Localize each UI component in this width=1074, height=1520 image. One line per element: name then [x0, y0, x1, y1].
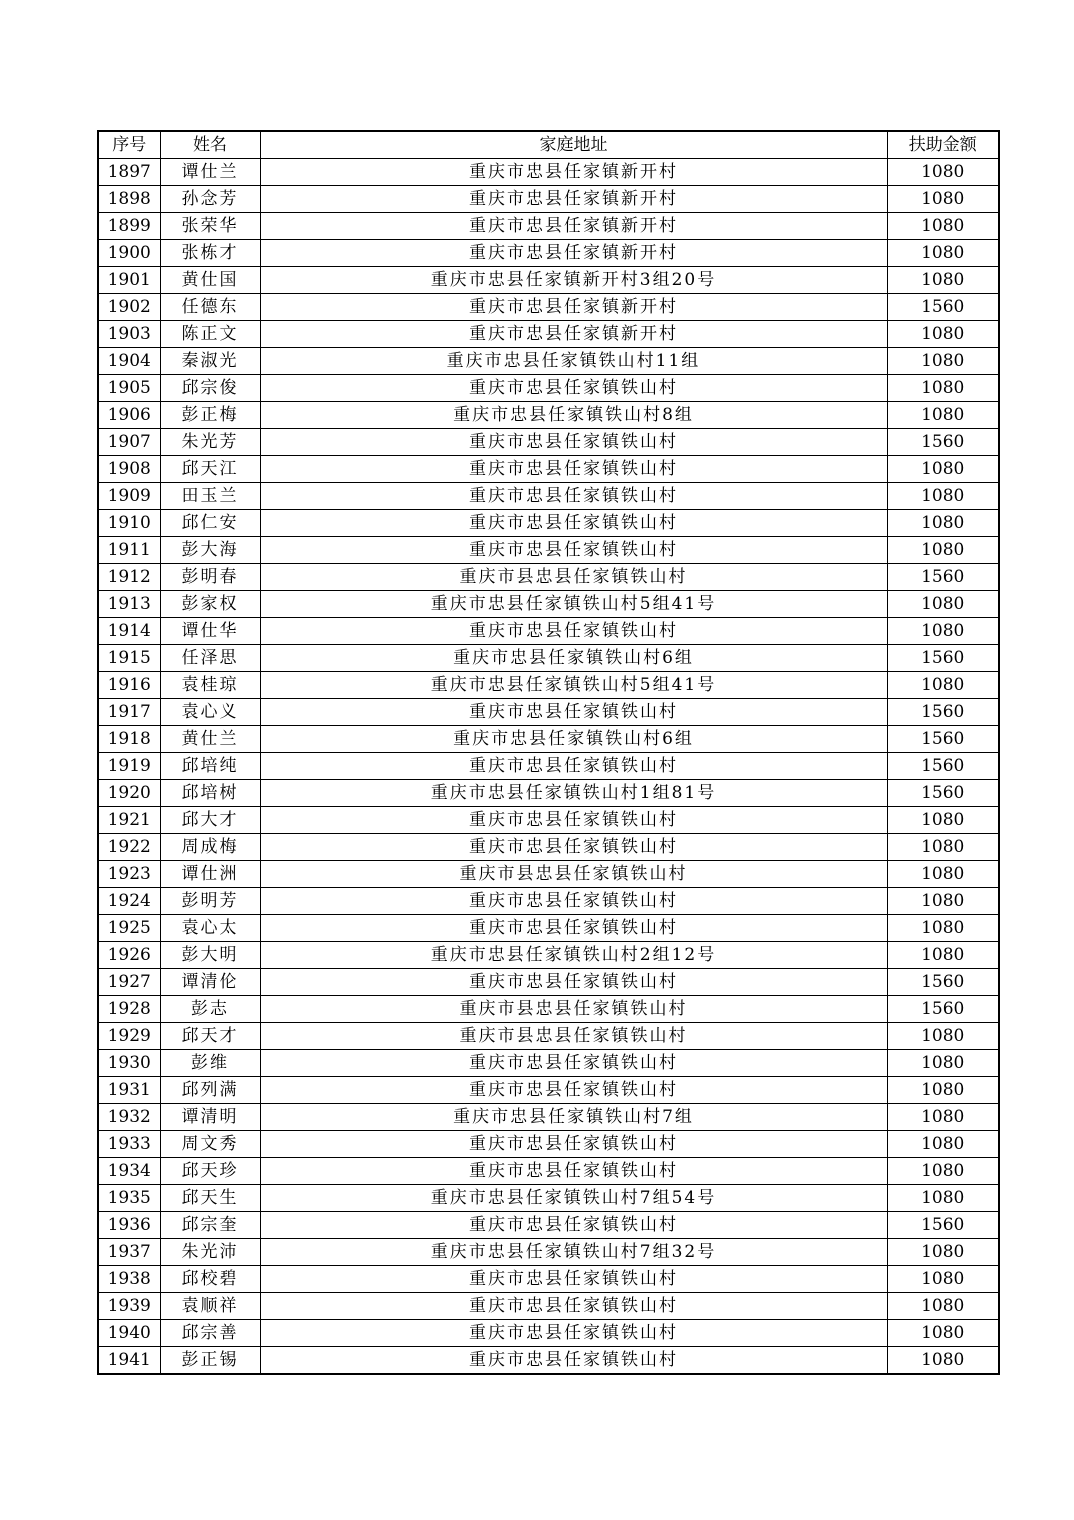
cell-amount: 1080: [887, 186, 999, 213]
cell-seq: 1931: [98, 1077, 160, 1104]
cell-name: 彭明芳: [160, 888, 260, 915]
cell-amount: 1080: [887, 483, 999, 510]
cell-name: 袁桂琼: [160, 672, 260, 699]
cell-seq: 1939: [98, 1293, 160, 1320]
cell-address: 重庆市忠县任家镇铁山村: [260, 1050, 887, 1077]
cell-amount: 1080: [887, 1050, 999, 1077]
cell-address: 重庆市忠县任家镇铁山村: [260, 375, 887, 402]
cell-address: 重庆市忠县任家镇铁山村: [260, 888, 887, 915]
table-row: [98, 348, 999, 375]
cell-address: 重庆市忠县任家镇新开村: [260, 159, 887, 186]
cell-name: 谭仕华: [160, 618, 260, 645]
cell-name: 袁心义: [160, 699, 260, 726]
table-row: [98, 996, 999, 1023]
table-row: [98, 186, 999, 213]
table-row: [98, 726, 999, 753]
table-row: [98, 915, 999, 942]
cell-name: 邱天生: [160, 1185, 260, 1212]
table-row: [98, 1050, 999, 1077]
cell-seq: 1912: [98, 564, 160, 591]
table-row: [98, 402, 999, 429]
table-row: [98, 699, 999, 726]
table-row: [98, 1077, 999, 1104]
cell-address: 重庆市忠县任家镇新开村: [260, 321, 887, 348]
cell-address: 重庆市忠县任家镇铁山村: [260, 1077, 887, 1104]
cell-seq: 1917: [98, 699, 160, 726]
cell-seq: 1928: [98, 996, 160, 1023]
table-row: [98, 564, 999, 591]
cell-seq: 1898: [98, 186, 160, 213]
cell-amount: 1560: [887, 294, 999, 321]
cell-name: 彭大明: [160, 942, 260, 969]
table-row: [98, 1131, 999, 1158]
cell-address: 重庆市忠县任家镇新开村: [260, 213, 887, 240]
cell-name: 谭仕兰: [160, 159, 260, 186]
cell-seq: 1933: [98, 1131, 160, 1158]
table-row: [98, 1104, 999, 1131]
cell-name: 邱天珍: [160, 1158, 260, 1185]
cell-seq: 1936: [98, 1212, 160, 1239]
cell-name: 田玉兰: [160, 483, 260, 510]
cell-address: 重庆市县忠县任家镇铁山村: [260, 564, 887, 591]
table-row: [98, 1185, 999, 1212]
assistance-table-container: [97, 130, 998, 1375]
cell-amount: 1560: [887, 969, 999, 996]
cell-seq: 1916: [98, 672, 160, 699]
table-row: [98, 1212, 999, 1239]
cell-address: 重庆市忠县任家镇铁山村: [260, 1212, 887, 1239]
table-row: [98, 1293, 999, 1320]
cell-seq: 1905: [98, 375, 160, 402]
cell-amount: 1560: [887, 726, 999, 753]
cell-amount: 1560: [887, 645, 999, 672]
cell-amount: 1080: [887, 267, 999, 294]
cell-address: 重庆市忠县任家镇铁山村: [260, 429, 887, 456]
cell-name: 邱校碧: [160, 1266, 260, 1293]
cell-amount: 1080: [887, 888, 999, 915]
cell-amount: 1080: [887, 240, 999, 267]
cell-address: 重庆市忠县任家镇铁山村5组41号: [260, 591, 887, 618]
cell-address: 重庆市忠县任家镇铁山村6组: [260, 726, 887, 753]
cell-name: 彭正梅: [160, 402, 260, 429]
cell-address: 重庆市忠县任家镇铁山村: [260, 483, 887, 510]
cell-amount: 1080: [887, 402, 999, 429]
cell-name: 张栋才: [160, 240, 260, 267]
cell-address: 重庆市忠县任家镇新开村: [260, 186, 887, 213]
table-row: [98, 1347, 999, 1375]
cell-address: 重庆市忠县任家镇铁山村6组: [260, 645, 887, 672]
cell-seq: 1925: [98, 915, 160, 942]
cell-address: 重庆市忠县任家镇铁山村: [260, 699, 887, 726]
cell-address: 重庆市忠县任家镇铁山村2组12号: [260, 942, 887, 969]
cell-name: 邱列满: [160, 1077, 260, 1104]
cell-seq: 1941: [98, 1347, 160, 1375]
table-row: [98, 321, 999, 348]
cell-address: 重庆市忠县任家镇新开村3组20号: [260, 267, 887, 294]
cell-amount: 1560: [887, 780, 999, 807]
cell-name: 孙念芳: [160, 186, 260, 213]
cell-amount: 1080: [887, 510, 999, 537]
table-row: [98, 483, 999, 510]
cell-amount: 1560: [887, 429, 999, 456]
cell-name: 谭清伦: [160, 969, 260, 996]
cell-amount: 1560: [887, 753, 999, 780]
cell-address: 重庆市忠县任家镇铁山村: [260, 1347, 887, 1375]
table-row: [98, 267, 999, 294]
cell-seq: 1910: [98, 510, 160, 537]
cell-seq: 1899: [98, 213, 160, 240]
header-address: 家庭地址: [260, 131, 887, 159]
cell-address: 重庆市忠县任家镇铁山村: [260, 915, 887, 942]
cell-seq: 1940: [98, 1320, 160, 1347]
cell-name: 彭大海: [160, 537, 260, 564]
cell-seq: 1920: [98, 780, 160, 807]
cell-seq: 1904: [98, 348, 160, 375]
cell-name: 邱大才: [160, 807, 260, 834]
cell-name: 邱培纯: [160, 753, 260, 780]
cell-address: 重庆市县忠县任家镇铁山村: [260, 1023, 887, 1050]
cell-seq: 1897: [98, 159, 160, 186]
cell-seq: 1918: [98, 726, 160, 753]
table-row: [98, 969, 999, 996]
cell-name: 秦淑光: [160, 348, 260, 375]
cell-address: 重庆市县忠县任家镇铁山村: [260, 996, 887, 1023]
cell-amount: 1560: [887, 699, 999, 726]
table-row: [98, 1266, 999, 1293]
cell-address: 重庆市忠县任家镇新开村: [260, 240, 887, 267]
cell-name: 任泽思: [160, 645, 260, 672]
cell-seq: 1900: [98, 240, 160, 267]
table-row: [98, 1158, 999, 1185]
table-row: [98, 942, 999, 969]
cell-name: 任德东: [160, 294, 260, 321]
cell-amount: 1080: [887, 348, 999, 375]
cell-seq: 1923: [98, 861, 160, 888]
header-name: 姓名: [160, 131, 260, 159]
cell-amount: 1080: [887, 1104, 999, 1131]
cell-amount: 1560: [887, 996, 999, 1023]
cell-address: 重庆市忠县任家镇铁山村: [260, 834, 887, 861]
cell-name: 邱培树: [160, 780, 260, 807]
cell-amount: 1560: [887, 1212, 999, 1239]
cell-amount: 1080: [887, 1158, 999, 1185]
cell-amount: 1560: [887, 564, 999, 591]
cell-name: 周文秀: [160, 1131, 260, 1158]
cell-amount: 1080: [887, 618, 999, 645]
cell-seq: 1937: [98, 1239, 160, 1266]
cell-amount: 1080: [887, 159, 999, 186]
table-body: [98, 159, 999, 1375]
cell-amount: 1080: [887, 1293, 999, 1320]
header-amount: 扶助金额: [887, 131, 999, 159]
cell-seq: 1902: [98, 294, 160, 321]
table-row: [98, 375, 999, 402]
cell-address: 重庆市忠县任家镇铁山村7组: [260, 1104, 887, 1131]
cell-address: 重庆市忠县任家镇铁山村: [260, 456, 887, 483]
cell-address: 重庆市忠县任家镇铁山村8组: [260, 402, 887, 429]
cell-seq: 1938: [98, 1266, 160, 1293]
cell-amount: 1080: [887, 1131, 999, 1158]
cell-amount: 1080: [887, 1266, 999, 1293]
cell-address: 重庆市忠县任家镇铁山村7组32号: [260, 1239, 887, 1266]
cell-seq: 1921: [98, 807, 160, 834]
cell-address: 重庆市忠县任家镇铁山村: [260, 1293, 887, 1320]
cell-amount: 1080: [887, 834, 999, 861]
cell-address: 重庆市忠县任家镇铁山村: [260, 753, 887, 780]
cell-amount: 1080: [887, 537, 999, 564]
table-row: [98, 672, 999, 699]
table-row: [98, 834, 999, 861]
cell-seq: 1935: [98, 1185, 160, 1212]
cell-address: 重庆市忠县任家镇铁山村: [260, 1131, 887, 1158]
cell-seq: 1909: [98, 483, 160, 510]
cell-address: 重庆市忠县任家镇铁山村11组: [260, 348, 887, 375]
cell-seq: 1906: [98, 402, 160, 429]
cell-amount: 1080: [887, 942, 999, 969]
table-header-row: [98, 131, 999, 159]
cell-seq: 1913: [98, 591, 160, 618]
table-row: [98, 753, 999, 780]
table-row: [98, 429, 999, 456]
table-row: [98, 537, 999, 564]
cell-name: 黄仕国: [160, 267, 260, 294]
cell-amount: 1080: [887, 915, 999, 942]
cell-seq: 1919: [98, 753, 160, 780]
table-row: [98, 294, 999, 321]
cell-name: 邱宗奎: [160, 1212, 260, 1239]
cell-seq: 1914: [98, 618, 160, 645]
table-row: [98, 645, 999, 672]
cell-address: 重庆市忠县任家镇铁山村: [260, 510, 887, 537]
cell-amount: 1080: [887, 1023, 999, 1050]
table-row: [98, 861, 999, 888]
cell-address: 重庆市忠县任家镇铁山村1组81号: [260, 780, 887, 807]
cell-amount: 1080: [887, 672, 999, 699]
cell-name: 朱光沛: [160, 1239, 260, 1266]
cell-name: 彭明春: [160, 564, 260, 591]
cell-amount: 1080: [887, 1185, 999, 1212]
cell-address: 重庆市忠县任家镇铁山村: [260, 807, 887, 834]
cell-name: 袁顺祥: [160, 1293, 260, 1320]
cell-name: 彭维: [160, 1050, 260, 1077]
cell-amount: 1080: [887, 1239, 999, 1266]
table-row: [98, 888, 999, 915]
cell-amount: 1080: [887, 1077, 999, 1104]
cell-name: 谭清明: [160, 1104, 260, 1131]
cell-amount: 1080: [887, 375, 999, 402]
cell-name: 邱宗俊: [160, 375, 260, 402]
cell-name: 彭正锡: [160, 1347, 260, 1375]
cell-name: 黄仕兰: [160, 726, 260, 753]
cell-name: 彭家权: [160, 591, 260, 618]
cell-amount: 1080: [887, 1347, 999, 1375]
cell-amount: 1080: [887, 456, 999, 483]
cell-seq: 1924: [98, 888, 160, 915]
cell-address: 重庆市忠县任家镇铁山村: [260, 1320, 887, 1347]
cell-name: 周成梅: [160, 834, 260, 861]
table-row: [98, 1239, 999, 1266]
table-row: [98, 510, 999, 537]
cell-seq: 1934: [98, 1158, 160, 1185]
cell-amount: 1080: [887, 321, 999, 348]
assistance-table: [97, 130, 1000, 1375]
cell-seq: 1930: [98, 1050, 160, 1077]
cell-seq: 1915: [98, 645, 160, 672]
cell-name: 朱光芳: [160, 429, 260, 456]
table-row: [98, 1023, 999, 1050]
cell-address: 重庆市忠县任家镇铁山村5组41号: [260, 672, 887, 699]
cell-address: 重庆市忠县任家镇新开村: [260, 294, 887, 321]
cell-seq: 1932: [98, 1104, 160, 1131]
cell-name: 邱仁安: [160, 510, 260, 537]
table-row: [98, 456, 999, 483]
cell-amount: 1080: [887, 213, 999, 240]
table-row: [98, 618, 999, 645]
table-row: [98, 240, 999, 267]
table-row: [98, 780, 999, 807]
cell-name: 张荣华: [160, 213, 260, 240]
cell-seq: 1926: [98, 942, 160, 969]
table-row: [98, 591, 999, 618]
cell-address: 重庆市忠县任家镇铁山村: [260, 1266, 887, 1293]
cell-name: 谭仕洲: [160, 861, 260, 888]
cell-address: 重庆市县忠县任家镇铁山村: [260, 861, 887, 888]
cell-address: 重庆市忠县任家镇铁山村: [260, 537, 887, 564]
cell-amount: 1080: [887, 807, 999, 834]
cell-seq: 1929: [98, 1023, 160, 1050]
cell-amount: 1080: [887, 1320, 999, 1347]
cell-address: 重庆市忠县任家镇铁山村: [260, 618, 887, 645]
table-row: [98, 213, 999, 240]
cell-seq: 1908: [98, 456, 160, 483]
cell-seq: 1907: [98, 429, 160, 456]
header-seq: 序号: [98, 131, 160, 159]
cell-amount: 1080: [887, 861, 999, 888]
cell-seq: 1903: [98, 321, 160, 348]
cell-name: 邱天江: [160, 456, 260, 483]
cell-name: 陈正文: [160, 321, 260, 348]
cell-name: 彭志: [160, 996, 260, 1023]
table-row: [98, 1320, 999, 1347]
cell-name: 邱宗善: [160, 1320, 260, 1347]
cell-address: 重庆市忠县任家镇铁山村: [260, 1158, 887, 1185]
cell-seq: 1922: [98, 834, 160, 861]
table-row: [98, 159, 999, 186]
table-row: [98, 807, 999, 834]
cell-seq: 1927: [98, 969, 160, 996]
cell-seq: 1901: [98, 267, 160, 294]
cell-name: 袁心太: [160, 915, 260, 942]
cell-address: 重庆市忠县任家镇铁山村: [260, 969, 887, 996]
cell-name: 邱天才: [160, 1023, 260, 1050]
cell-address: 重庆市忠县任家镇铁山村7组54号: [260, 1185, 887, 1212]
cell-seq: 1911: [98, 537, 160, 564]
cell-amount: 1080: [887, 591, 999, 618]
